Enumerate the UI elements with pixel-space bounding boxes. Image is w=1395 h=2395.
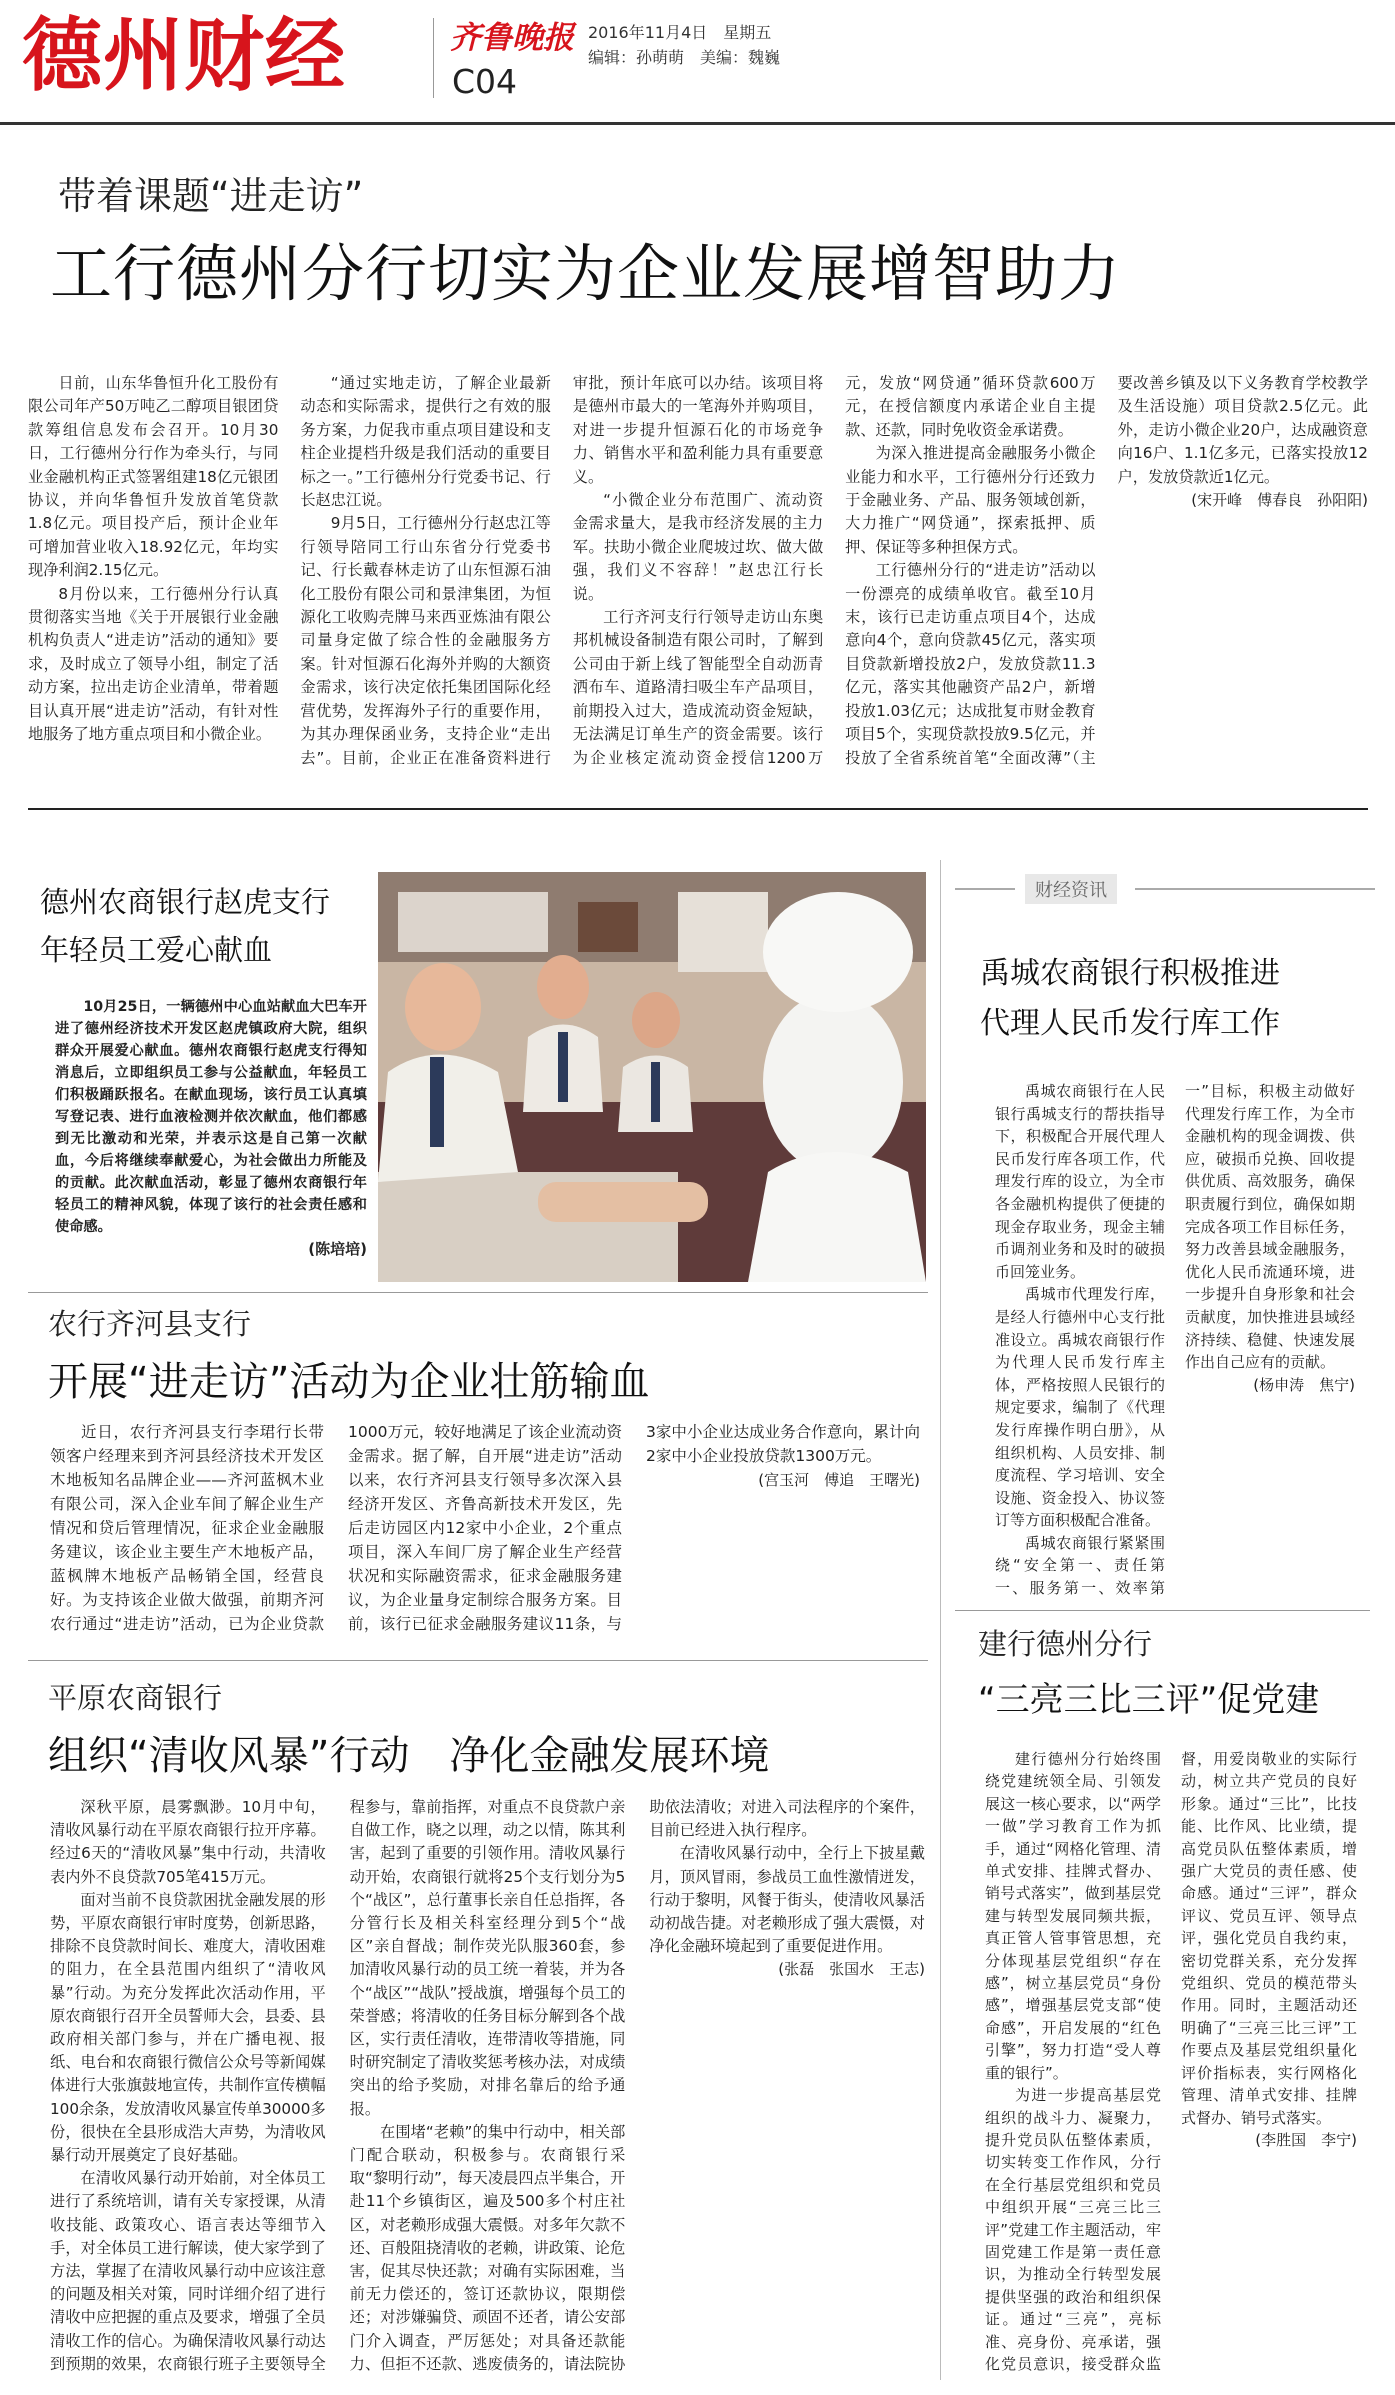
story1-kicker: 带着课题“进走访” [58,174,364,218]
story2-body [55,996,367,1306]
story1-paragraph: 9月5日，工行德州分行赵忠江等行领导陪同工行山东省分行党委书记、行长戴春林走访了山东恒源石油化工股份有限公司和景津集团，为恒源化工收购壳牌马来西亚炼油有限公司量身定做了综合性的金融服务方案。针对恒源石化海外并购的大额资金需求，该行决定依托集团国际化经营优势，发挥海外子行的重要作用，为其办理保函业务，支持企业“走出去”。目前，企业正在准备资料进行审批，预计年底可以办结。该项目将是德州市最大的一笔海外并购项目，对进一步提升恒源石化的市场竞争力、销售水平和盈利能力具有重要意义。 [300,374,824,767]
story3-paragraph: 禹城农商银行在人民银行禹城支行的帮扶指导下，积极配合开展代理人民币发行库各项工作，代理发行库的设立，为全市各金融机构提供了便捷的现金存取业务，现金主辅币调剂业务和及时的破损币回笼业务。 [995,1082,1165,1281]
story1-paragraph: 8月份以来，工行德州分行认真贯彻落实当地《关于开展银行业金融机构负责人“进走访”活动的通知》要求，及时成立了领导小组，制定了活动方案，拉出走访企业清单，带着题目认真开展“进走访”活动，有针对性地服务了地方重点项目和小微企业。 [28,584,279,744]
story6-paragraph: 为进一步提高基层党组织的战斗力、凝聚力，提升党员队伍整体素质，切实转变工作作风，分行在全行基层党组织和党员中组织开展“三亮三比三评”党建工作主题活动，牢固党建工作是第一责任意识，为推动全行转型发展提供坚强的政治和组织保证。通过“三亮”，亮标准、亮身份、亮承诺，强化党员意识，接受群众监督，用爱岗敬业的实际行动，树立共产党员的良好形象。通过“三比”，比技能、比作风、比业绩，提高党员队伍整体素质，增强广大党员的责任感、使命感。通过“三评”，群众评议、党员互评、领导点评，强化党员自我约束，密切党群关系，充分发挥党组织、党员的模范带头作用。同时，主题活动还明确了“三亮三比三评”工作要点及基层党组织量化评价指标表，实行网格化管理、清单式安排、挂牌式督办、销号式落实。 [985,1750,1357,2373]
story4-kicker: 农行齐河县支行 [48,1307,252,1341]
story2-byline: (陈培培) [308,1240,367,1258]
story2-paragraph: 10月25日，一辆德州中心血站献血大巴车开进了德州经济技术开发区赵虎镇政府大院，组织群众开展爱心献血。德州农商银行赵虎支行得知消息后，立即组织员工参与公益献血，年轻员工们积极踊跃报名。在献血现场，该行员工认真填写登记表、进行血液检测并依次献血，他们都感到无比激动和光荣，并表示这是自己第一次献血，今后将继续奉献爱心，为社会做出力所能及的贡献。此次献血活动，彰显了德州农商银行年轻员工的精神风貌，体现了该行的社会责任感和使命感。 [55,999,367,1235]
story6-body [985,1748,1357,2388]
story4-body [50,1420,920,1650]
story5-top-rule [28,1660,928,1661]
story6-kicker: 建行德州分行 [978,1627,1153,1661]
right-column-divider [940,860,941,2380]
story5-paragraph: 在围堵“老赖”的集中行动中，相关部门配合联动，积极参与。农商银行采取“黎明行动”，每天凌晨四点半集合，开赴11个乡镇街区，遍及500多个村庄社区，对老赖形成强大震慑。对多年欠款不还、百般阻挠清收的老赖，讲政策、论危害，促其尽快还款；对确有实际困难，当前无力偿还的，签订还款协议，限期偿还；对涉嫌骗贷、顽固不还者，请公安部门介入调查，严厉惩处；对具备还款能力、但拒不还款、逃废债务的，请法院协助依法清收；对进入司法程序的个案件，目前已经进入执行程序。 [349,1798,925,2373]
story4-paragraph: 近日，农行齐河县支行李珺行长带领客户经理来到齐河县经济技术开发区木地板知名品牌企业——齐河蓝枫木业有限公司，深入企业车间了解企业生产情况和贷后管理情况，征求企业金融服务建议，该企业主要生产木地板产品，蓝枫牌木地板产品畅销全国，经营良好。为支持该企业做大做强，前期齐河农行通过“进走访”活动，已为企业贷款1000万元，较好地满足了该企业流动资金需求。据了解，自开展“进走访”活动以来，农行齐河县支行领导多次深入县经济开发区、齐鲁高新技术开发区，先后走访园区内12家中小企业，2个重点项目，深入车间厂房了解企业生产经营状况和实际融资需求，征求金融服务建议，为企业量身定制综合服务方案。目前，该行已征求金融服务建议11条，与3家中小企业达成业务合作意向，累计向2家中小企业投放贷款1300万元。 [50,1423,920,1633]
story2-headline-line2: 年轻员工爱心献血 [40,933,273,967]
story3-headline-line2: 代理人民币发行库工作 [980,1006,1280,1041]
story1-byline: (宋开峰 傅春良 孙阳阳) [1191,491,1368,510]
story5-headline: 组织“清收风暴”行动 净化金融发展环境 [48,1733,770,1779]
story1-paragraph: 为深入推进提高金融服务小微企业能力和水平，工行德州分行还致力于金融业务、产品、服务领域创新，大力推广“网贷通”，探索抵押、质押、保证等多种担保方式。 [845,444,1096,556]
story1-body [28,372,1368,792]
news-box-bar-right [1135,888,1375,890]
story1-headline: 工行德州分行切实为企业发展增智助力 [50,237,1122,310]
story1-bottom-rule [28,808,1368,810]
story6-paragraph: 建行德州分行始终围绕党建统领全局、引领发展这一核心要求，以“两学一做”学习教育工作为抓手，通过“网格化管理、清单式安排、挂牌式督办、销号式落实”，做到基层党建与转型发展同频共振，真正管人管事管思想，充分体现基层党组织“存在感”，树立基层党员“身份感”，增强基层党支部“使命感”，开启发展的“红色引擎”，努力打造“受人尊重的银行”。 [985,1750,1161,2082]
story5-body [50,1796,925,2388]
story5-paragraph: 深秋平原，晨雾飘渺。10月中旬，清收风暴行动在平原农商银行拉开序幕。经过6天的“清收风暴”集中行动，共清收表内外不良贷款705笔415万元。 [50,1798,326,1886]
story4-headline: 开展“进走访”活动为企业壮筋输血 [48,1359,650,1405]
story1-paragraph: “通过实地走访，了解企业最新动态和实际需求，提供行之有效的服务方案，力促我市重点项目建设和支柱企业提档升级是我们活动的重要目标之一。”工行德州分行党委书记、行长赵忠江说。 [300,374,551,510]
story3-body [995,1080,1355,1600]
story4-top-rule [28,1292,928,1293]
photo-illustration [378,872,926,1282]
story5-byline: (张磊 张国水 王志) [778,1960,925,1979]
blood-donation-photo [378,872,926,1282]
story4-byline: (宫玉河 傅追 王曙光) [758,1471,920,1489]
story6-top-rule [955,1610,1370,1611]
story1-paragraph: “小微企业分布范围广、流动资金需求量大，是我市经济发展的主力军。扶助小微企业爬坡过坎、做大做强，我们义不容辞！”赵忠江行长说。 [572,491,824,603]
story5-paragraph: 在清收风暴行动开始前，对全体员工进行了系统培训，请有关专家授课，从清收技能、政策攻心、语言表达等细节入手，对全体员工进行解读，使大家学到了方法，掌握了在清收风暴行动中应该注意的问题及相关对策，同时详细介绍了进行清收中应把握的重点及要求，增强了全员清收工作的信心。为确保清收风暴行动达到预期的效果，农商银行班子主要领导全程参与，靠前指挥，对重点不良贷款户亲自做工作，晓之以理，动之以情，陈其利害，起到了重要的引领作用。清收风暴行动开始，农商银行就将25个支行划分为5个“战区”，总行董事长亲自任总指挥，各分管行长及相关科室经理分到5个“战区”亲自督战；制作荧光队服360套，参加清收风暴行动的员工统一着装，并为各个“战区”“战队”授战旗，增强每个员工的荣誉感；将清收的任务目标分解到各个战区，实行责任清收，连带清收等措施，同时研究制定了清收奖惩考核办法，对成绩突出的给予奖励，对排名靠后的给予通报。 [50,1798,626,2373]
story1-paragraph: 工行德州分行的“进走访”活动以一份漂亮的成绩单收官。截至10月末，该行已走访重点项目4个，达成意向4个，意向贷款45亿元，落实项目贷款新增投放2户，发放贷款11.3亿元，落实其他融资产品2户，新增投放1.03亿元；达成批复市财金教育项目5个，实现贷款投放9.5亿元，并投放了全省系统首笔“全面改薄”（主要改善乡镇及以下义务教育学校教学及生活设施）项目贷款2.5亿元。此外，走访小微企业20户，达成融资意向16户、1.1亿多元，已落实投放12户，发放贷款近1亿元。 [845,374,1368,767]
issue-date: 2016年11月4日 星期五 [588,23,772,42]
story6-byline: (李胜国 李宁) [1255,2130,1357,2149]
news-box-bar-left [955,888,1015,890]
paper-name-logo: 齐鲁晚报 [450,20,574,56]
masthead [0,0,1395,120]
story3-paragraph: 禹城农商银行紧紧围绕“安全第一、责任第一、服务第一、效率第一”目标，积极主动做好代理发行库工作，为全市金融机构的现金调拨、供应，破损币兑换、回收提供优质、高效服务，确保职责履行到位，确保如期完成各项工作目标任务，努力改善县域金融服务，优化人民币流通环境，进一步提升自身形象和社会贡献度，加快推进县域经济持续、稳健、快速发展作出自己应有的贡献。 [995,1082,1355,1598]
editors: 编辑：孙萌萌 美编：魏巍 [588,48,781,67]
story2-headline-line1: 德州农商银行赵虎支行 [40,885,331,919]
news-box-label: 财经资讯 [1025,874,1117,904]
section-title: 德州财经 [22,9,346,102]
masthead-divider [433,18,434,98]
story1-paragraph: 日前，山东华鲁恒升化工股份有限公司年产50万吨乙二醇项目银团贷款筹组信息发布会召开。10月30日，工行德州分行作为牵头行，与同业金融机构正式签署组建18亿元银团协议，并向华鲁恒升发放首笔贷款1.8亿元。项目投产后，预计企业年可增加营业收入18.92亿元，年均实现净利润2.15亿元。 [28,374,279,580]
story3-byline: (杨申涛 焦宁) [1253,1375,1355,1394]
story3-paragraph: 禹城市代理发行库，是经人行德州中心支行批准设立。禹城农商银行作为代理人民币发行库主体，严格按照人民银行的规定要求，编制了《代理发行库操作明白册》，从组织机构、人员安排、制度流程、学习培训、安全设施、资金投入、协议签订等方面积极配合准备。 [995,1285,1165,1530]
news-box-header [955,872,1375,906]
page-code: C04 [452,62,518,101]
story6-headline: “三亮三比三评”促党建 [978,1680,1320,1720]
story5-paragraph: 面对当前不良贷款困扰金融发展的形势，平原农商银行审时度势，创新思路，排除不良贷款时间长、难度大，清收困难的阻力，在全县范围内组织了“清收风暴”行动。为充分发挥此次活动作用，平原农商银行召开全员誓师大会，县委、县政府相关部门参与，并在广播电视、报纸、电台和农商银行微信公众号等新闻媒体进行大张旗鼓地宣传，共制作宣传横幅100余条，发放清收风暴宣传单30000多份，很快在全县形成浩大声势，为清收风暴行动开展奠定了良好基础。 [50,1890,326,2165]
masthead-rule [0,122,1395,125]
story5-kicker: 平原农商银行 [48,1681,223,1715]
story1-paragraph: 工行齐河支行行领导走访山东奥邦机械设备制造有限公司时，了解到公司由于新上线了智能型全自动沥青洒布车、道路清扫吸尘车产品项目，前期投入过大，造成流动资金短缺，无法满足订单生产的资金需要。该行为企业核定流动资金授信1200万元，发放“网贷通”循环贷款600万元，在授信额度内承诺企业自主提款、还款，同时免收资金承诺费。 [572,374,1096,767]
story5-paragraph: 在清收风暴行动中，全行上下披星戴月，顶风冒雨，参战员工血性激情迸发，行动于黎明，风餐于街头，使清收风暴活动初战告捷。对老赖形成了强大震慑，对净化金融环境起到了重要促进作用。 [649,1844,925,1956]
story3-headline-line1: 禹城农商银行积极推进 [980,956,1280,991]
